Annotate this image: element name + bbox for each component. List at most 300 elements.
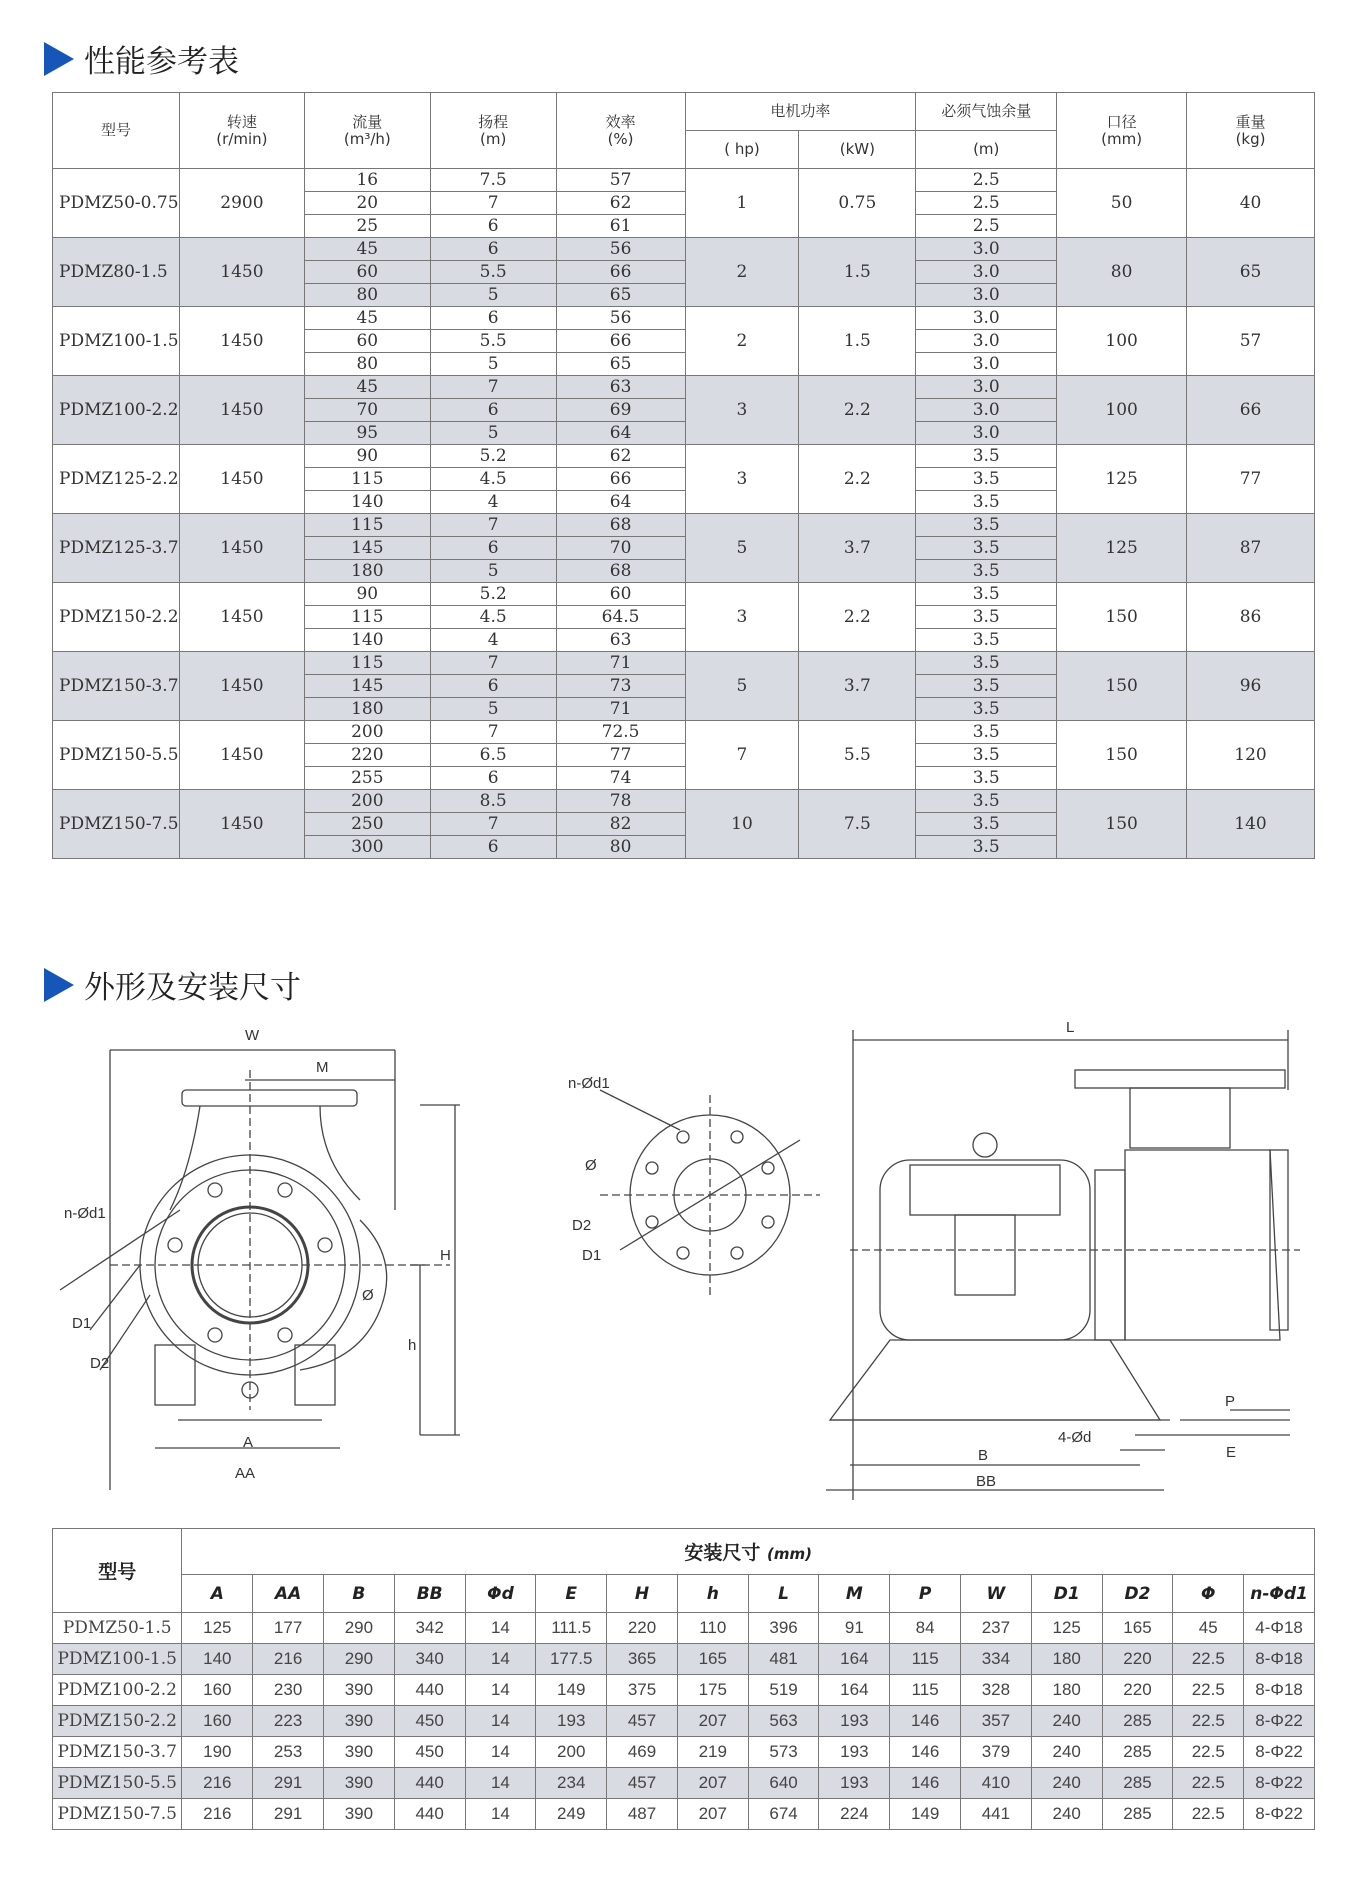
efficiency-cell: 62 <box>556 445 685 468</box>
flow-cell: 115 <box>304 468 430 491</box>
hp-cell: 3 <box>685 445 799 514</box>
dimension-cell: 14 <box>465 1644 536 1675</box>
table-row <box>53 583 1315 606</box>
header-caliber: 口径 (mm) <box>1057 93 1187 169</box>
head-cell: 6 <box>430 767 556 790</box>
label-h: h <box>408 1337 417 1354</box>
npsh-cell: 3.0 <box>916 353 1057 376</box>
pump-front-view <box>60 1050 460 1490</box>
weight-cell: 77 <box>1187 445 1315 514</box>
dimension-cell: 8-Φ22 <box>1244 1706 1315 1737</box>
npsh-cell: 3.5 <box>916 445 1057 468</box>
label-BB: BB <box>976 1473 997 1490</box>
dimension-cell: 207 <box>677 1706 748 1737</box>
dimension-cell: 390 <box>323 1706 394 1737</box>
dimension-cell: 165 <box>1102 1613 1173 1644</box>
head-cell: 6 <box>430 399 556 422</box>
dimension-cell: 230 <box>253 1675 324 1706</box>
caliber-cell: 125 <box>1057 445 1187 514</box>
head-cell: 7 <box>430 813 556 836</box>
header-weight: 重量 (kg) <box>1187 93 1315 169</box>
flow-cell: 145 <box>304 675 430 698</box>
installation-drawing <box>0 1010 1371 1510</box>
dimension-cell: 487 <box>607 1799 678 1830</box>
dimension-cell: 563 <box>748 1706 819 1737</box>
head-cell: 5 <box>430 560 556 583</box>
model-cell: PDMZ150-2.2 <box>53 1706 182 1737</box>
dimension-cell: 396 <box>748 1613 819 1644</box>
hp-cell: 2 <box>685 238 799 307</box>
dimension-cell: 216 <box>182 1799 253 1830</box>
kw-cell: 1.5 <box>799 238 916 307</box>
npsh-cell: 3.0 <box>916 307 1057 330</box>
dimension-cell: 22.5 <box>1173 1799 1244 1830</box>
speed-cell: 1450 <box>179 790 304 859</box>
efficiency-cell: 66 <box>556 330 685 353</box>
flow-cell: 45 <box>304 376 430 399</box>
flow-cell: 115 <box>304 652 430 675</box>
header-npsh-unit: (m) <box>916 131 1057 169</box>
dimensions-section-title <box>44 962 301 1007</box>
speed-cell: 1450 <box>179 238 304 307</box>
flow-cell: 80 <box>304 353 430 376</box>
install-column-header: P <box>890 1575 961 1613</box>
flow-cell: 255 <box>304 767 430 790</box>
head-cell: 5.2 <box>430 445 556 468</box>
dimension-cell: 285 <box>1102 1768 1173 1799</box>
npsh-cell: 3.5 <box>916 675 1057 698</box>
dimension-cell: 223 <box>253 1706 324 1737</box>
efficiency-cell: 64 <box>556 491 685 514</box>
dimension-cell: 240 <box>1031 1799 1102 1830</box>
flow-cell: 25 <box>304 215 430 238</box>
table-row <box>53 1644 1315 1675</box>
dimension-cell: 193 <box>536 1706 607 1737</box>
speed-cell: 1450 <box>179 376 304 445</box>
speed-cell: 1450 <box>179 721 304 790</box>
dimension-cell: 207 <box>677 1799 748 1830</box>
dimension-cell: 207 <box>677 1768 748 1799</box>
weight-cell: 57 <box>1187 307 1315 376</box>
dimension-cell: 519 <box>748 1675 819 1706</box>
hp-cell: 2 <box>685 307 799 376</box>
caliber-cell: 150 <box>1057 583 1187 652</box>
flow-cell: 20 <box>304 192 430 215</box>
dimension-cell: 390 <box>323 1799 394 1830</box>
dimension-cell: 193 <box>819 1768 890 1799</box>
dimension-cell: 91 <box>819 1613 890 1644</box>
dimension-cell: 220 <box>1102 1644 1173 1675</box>
header-model: 型号 <box>53 93 180 169</box>
kw-cell: 0.75 <box>799 169 916 238</box>
header-speed: 转速 (r/min) <box>179 93 304 169</box>
weight-cell: 65 <box>1187 238 1315 307</box>
install-header-group: 安装尺寸 (mm) <box>182 1529 1315 1575</box>
efficiency-cell: 63 <box>556 629 685 652</box>
efficiency-cell: 65 <box>556 353 685 376</box>
table-row <box>53 1613 1315 1644</box>
npsh-cell: 3.5 <box>916 813 1057 836</box>
npsh-cell: 3.5 <box>916 744 1057 767</box>
dimension-cell: 146 <box>890 1706 961 1737</box>
flow-cell: 200 <box>304 790 430 813</box>
model-cell: PDMZ50-1.5 <box>53 1613 182 1644</box>
efficiency-cell: 73 <box>556 675 685 698</box>
dimension-cell: 165 <box>677 1644 748 1675</box>
head-cell: 6 <box>430 215 556 238</box>
dimension-cell: 457 <box>607 1768 678 1799</box>
dimension-cell: 146 <box>890 1737 961 1768</box>
efficiency-cell: 82 <box>556 813 685 836</box>
weight-cell: 86 <box>1187 583 1315 652</box>
model-cell: PDMZ150-5.5 <box>53 1768 182 1799</box>
dimension-cell: 45 <box>1173 1613 1244 1644</box>
efficiency-cell: 60 <box>556 583 685 606</box>
flow-cell: 80 <box>304 284 430 307</box>
dimensions-title-text: 外形及安装尺寸 <box>84 970 301 1006</box>
label-phi-front: Ø <box>362 1287 374 1304</box>
dimension-cell: 285 <box>1102 1737 1173 1768</box>
head-cell: 7 <box>430 652 556 675</box>
dimension-cell: 164 <box>819 1644 890 1675</box>
weight-cell: 66 <box>1187 376 1315 445</box>
dimension-cell: 160 <box>182 1675 253 1706</box>
dimension-cell: 291 <box>253 1768 324 1799</box>
flow-cell: 180 <box>304 698 430 721</box>
install-column-header: BB <box>394 1575 465 1613</box>
model-cell: PDMZ150-5.5 <box>53 721 180 790</box>
dimension-cell: 125 <box>182 1613 253 1644</box>
dimension-cell: 375 <box>607 1675 678 1706</box>
dimension-cell: 149 <box>536 1675 607 1706</box>
dimension-cell: 440 <box>394 1675 465 1706</box>
install-column-header: E <box>536 1575 607 1613</box>
install-header-model: 型号 <box>53 1529 182 1613</box>
dimension-cell: 180 <box>1031 1644 1102 1675</box>
dimension-cell: 441 <box>961 1799 1032 1830</box>
head-cell: 6 <box>430 238 556 261</box>
model-cell: PDMZ150-2.2 <box>53 583 180 652</box>
head-cell: 6 <box>430 675 556 698</box>
dimension-cell: 237 <box>961 1613 1032 1644</box>
model-cell: PDMZ50-0.75 <box>53 169 180 238</box>
dimension-cell: 410 <box>961 1768 1032 1799</box>
caliber-cell: 50 <box>1057 169 1187 238</box>
npsh-cell: 3.5 <box>916 652 1057 675</box>
dimension-cell: 440 <box>394 1768 465 1799</box>
flow-cell: 115 <box>304 606 430 629</box>
hp-cell: 5 <box>685 652 799 721</box>
model-cell: PDMZ150-3.7 <box>53 1737 182 1768</box>
npsh-cell: 3.0 <box>916 376 1057 399</box>
head-cell: 4.5 <box>430 606 556 629</box>
head-cell: 5.2 <box>430 583 556 606</box>
dimension-cell: 22.5 <box>1173 1644 1244 1675</box>
dimension-cell: 4-Φ18 <box>1244 1613 1315 1644</box>
hp-cell: 5 <box>685 514 799 583</box>
efficiency-cell: 63 <box>556 376 685 399</box>
label-H: H <box>440 1247 451 1264</box>
label-M: M <box>316 1059 329 1076</box>
dimension-cell: 200 <box>536 1737 607 1768</box>
caliber-cell: 150 <box>1057 721 1187 790</box>
triangle-marker-icon <box>44 968 74 1002</box>
efficiency-cell: 69 <box>556 399 685 422</box>
label-P: P <box>1225 1393 1236 1410</box>
weight-cell: 87 <box>1187 514 1315 583</box>
table-row <box>53 652 1315 675</box>
flow-cell: 90 <box>304 583 430 606</box>
table-row <box>53 238 1315 261</box>
npsh-cell: 3.0 <box>916 422 1057 445</box>
header-motor-power: 电机功率 <box>685 93 916 131</box>
model-cell: PDMZ150-7.5 <box>53 1799 182 1830</box>
dimension-cell: 379 <box>961 1737 1032 1768</box>
caliber-cell: 80 <box>1057 238 1187 307</box>
kw-cell: 2.2 <box>799 583 916 652</box>
model-cell: PDMZ100-2.2 <box>53 1675 182 1706</box>
label-A: A <box>243 1434 254 1451</box>
dimension-cell: 340 <box>394 1644 465 1675</box>
install-column-header: M <box>819 1575 890 1613</box>
npsh-cell: 2.5 <box>916 192 1057 215</box>
kw-cell: 7.5 <box>799 790 916 859</box>
dimension-cell: 125 <box>1031 1613 1102 1644</box>
model-cell: PDMZ80-1.5 <box>53 238 180 307</box>
install-column-header: A <box>182 1575 253 1613</box>
label-E: E <box>1226 1444 1237 1461</box>
dimension-cell: 450 <box>394 1706 465 1737</box>
dimension-cell: 240 <box>1031 1768 1102 1799</box>
install-column-header: H <box>607 1575 678 1613</box>
weight-cell: 96 <box>1187 652 1315 721</box>
label-n-d1-flange: n-Ød1 <box>568 1075 610 1092</box>
npsh-cell: 3.0 <box>916 238 1057 261</box>
npsh-cell: 3.5 <box>916 468 1057 491</box>
dimension-cell: 115 <box>890 1644 961 1675</box>
head-cell: 8.5 <box>430 790 556 813</box>
dimension-cell: 8-Φ22 <box>1244 1737 1315 1768</box>
dimension-cell: 22.5 <box>1173 1675 1244 1706</box>
dimension-cell: 365 <box>607 1644 678 1675</box>
dimension-cell: 290 <box>323 1613 394 1644</box>
dimension-cell: 14 <box>465 1706 536 1737</box>
table-row <box>53 1768 1315 1799</box>
table-row <box>53 514 1315 537</box>
efficiency-cell: 68 <box>556 514 685 537</box>
head-cell: 6.5 <box>430 744 556 767</box>
hp-cell: 1 <box>685 169 799 238</box>
model-cell: PDMZ150-7.5 <box>53 790 180 859</box>
dimension-cell: 115 <box>890 1675 961 1706</box>
table-row <box>53 445 1315 468</box>
head-cell: 7 <box>430 721 556 744</box>
model-cell: PDMZ100-2.2 <box>53 376 180 445</box>
dimension-cell: 8-Φ22 <box>1244 1768 1315 1799</box>
label-D1-flange: D1 <box>582 1247 602 1264</box>
kw-cell: 2.2 <box>799 445 916 514</box>
dimension-cell: 193 <box>819 1737 890 1768</box>
weight-cell: 120 <box>1187 721 1315 790</box>
head-cell: 5.5 <box>430 330 556 353</box>
npsh-cell: 3.5 <box>916 698 1057 721</box>
kw-cell: 5.5 <box>799 721 916 790</box>
dimension-cell: 14 <box>465 1737 536 1768</box>
label-D2-front: D2 <box>90 1355 110 1372</box>
npsh-cell: 3.5 <box>916 629 1057 652</box>
table-row <box>53 169 1315 192</box>
table-row <box>53 1675 1315 1706</box>
dimension-cell: 164 <box>819 1675 890 1706</box>
dimension-cell: 285 <box>1102 1799 1173 1830</box>
head-cell: 6 <box>430 537 556 560</box>
efficiency-cell: 64 <box>556 422 685 445</box>
dimension-cell: 22.5 <box>1173 1706 1244 1737</box>
efficiency-cell: 61 <box>556 215 685 238</box>
npsh-cell: 2.5 <box>916 169 1057 192</box>
caliber-cell: 100 <box>1057 376 1187 445</box>
header-efficiency: 效率 (%) <box>556 93 685 169</box>
performance-title-text: 性能参考表 <box>84 44 239 80</box>
efficiency-cell: 71 <box>556 698 685 721</box>
dimension-cell: 440 <box>394 1799 465 1830</box>
flow-cell: 45 <box>304 238 430 261</box>
efficiency-cell: 65 <box>556 284 685 307</box>
head-cell: 6 <box>430 836 556 859</box>
npsh-cell: 3.0 <box>916 261 1057 284</box>
install-column-header: h <box>677 1575 748 1613</box>
dimension-cell: 640 <box>748 1768 819 1799</box>
efficiency-cell: 80 <box>556 836 685 859</box>
dimension-cell: 249 <box>536 1799 607 1830</box>
table-row <box>53 1799 1315 1830</box>
npsh-cell: 3.0 <box>916 284 1057 307</box>
install-column-headers <box>53 1575 1315 1613</box>
head-cell: 6 <box>430 307 556 330</box>
install-column-header: D2 <box>1102 1575 1173 1613</box>
weight-cell: 140 <box>1187 790 1315 859</box>
label-L: L <box>1066 1019 1075 1036</box>
flow-cell: 200 <box>304 721 430 744</box>
table-row <box>53 307 1315 330</box>
head-cell: 5 <box>430 284 556 307</box>
label-B: B <box>978 1447 989 1464</box>
head-cell: 7.5 <box>430 169 556 192</box>
caliber-cell: 125 <box>1057 514 1187 583</box>
dimension-cell: 14 <box>465 1675 536 1706</box>
flow-cell: 60 <box>304 330 430 353</box>
dimension-cell: 240 <box>1031 1706 1102 1737</box>
head-cell: 5.5 <box>430 261 556 284</box>
weight-cell: 40 <box>1187 169 1315 238</box>
dimension-cell: 390 <box>323 1768 394 1799</box>
caliber-cell: 150 <box>1057 652 1187 721</box>
flow-cell: 115 <box>304 514 430 537</box>
dimension-cell: 14 <box>465 1613 536 1644</box>
npsh-cell: 3.5 <box>916 836 1057 859</box>
efficiency-cell: 56 <box>556 238 685 261</box>
dimension-cell: 190 <box>182 1737 253 1768</box>
dimension-cell: 149 <box>890 1799 961 1830</box>
npsh-cell: 3.5 <box>916 583 1057 606</box>
table-row <box>53 1706 1315 1737</box>
hp-cell: 3 <box>685 376 799 445</box>
kw-cell: 3.7 <box>799 514 916 583</box>
npsh-cell: 2.5 <box>916 215 1057 238</box>
hp-cell: 3 <box>685 583 799 652</box>
dimension-cell: 573 <box>748 1737 819 1768</box>
dimension-cell: 180 <box>1031 1675 1102 1706</box>
flow-cell: 60 <box>304 261 430 284</box>
npsh-cell: 3.5 <box>916 790 1057 813</box>
model-cell: PDMZ100-1.5 <box>53 1644 182 1675</box>
speed-cell: 1450 <box>179 514 304 583</box>
header-npsh: 必须气蚀余量 <box>916 93 1057 131</box>
dimension-cell: 457 <box>607 1706 678 1737</box>
dimension-cell: 674 <box>748 1799 819 1830</box>
dimension-cell: 290 <box>323 1644 394 1675</box>
dimension-cell: 357 <box>961 1706 1032 1737</box>
install-column-header: D1 <box>1031 1575 1102 1613</box>
dimension-cell: 450 <box>394 1737 465 1768</box>
label-D2-flange: D2 <box>572 1217 592 1234</box>
dimension-cell: 291 <box>253 1799 324 1830</box>
install-column-header: Φd <box>465 1575 536 1613</box>
install-column-header: B <box>323 1575 394 1613</box>
flow-cell: 145 <box>304 537 430 560</box>
installation-table-body <box>53 1613 1315 1830</box>
dimension-cell: 22.5 <box>1173 1768 1244 1799</box>
table-row <box>53 721 1315 744</box>
dimension-cell: 216 <box>182 1768 253 1799</box>
dimension-cell: 146 <box>890 1768 961 1799</box>
dimension-cell: 8-Φ18 <box>1244 1675 1315 1706</box>
efficiency-cell: 66 <box>556 261 685 284</box>
hp-cell: 10 <box>685 790 799 859</box>
npsh-cell: 3.0 <box>916 330 1057 353</box>
install-column-header: n-Φd1 <box>1244 1575 1315 1613</box>
dimension-cell: 234 <box>536 1768 607 1799</box>
npsh-cell: 3.5 <box>916 560 1057 583</box>
dimension-cell: 8-Φ22 <box>1244 1799 1315 1830</box>
dimension-cell: 390 <box>323 1675 394 1706</box>
speed-cell: 1450 <box>179 583 304 652</box>
model-cell: PDMZ150-3.7 <box>53 652 180 721</box>
efficiency-cell: 72.5 <box>556 721 685 744</box>
head-cell: 5 <box>430 698 556 721</box>
flow-cell: 95 <box>304 422 430 445</box>
speed-cell: 2900 <box>179 169 304 238</box>
flow-cell: 70 <box>304 399 430 422</box>
table-row <box>53 1737 1315 1768</box>
head-cell: 7 <box>430 376 556 399</box>
label-AA: AA <box>235 1465 256 1482</box>
npsh-cell: 3.5 <box>916 491 1057 514</box>
flange-detail <box>600 1090 820 1295</box>
dimension-cell: 481 <box>748 1644 819 1675</box>
speed-cell: 1450 <box>179 307 304 376</box>
flow-cell: 180 <box>304 560 430 583</box>
dimension-cell: 334 <box>961 1644 1032 1675</box>
dimension-cell: 84 <box>890 1613 961 1644</box>
dimension-cell: 220 <box>607 1613 678 1644</box>
performance-table-body <box>53 169 1315 859</box>
model-cell: PDMZ125-2.2 <box>53 445 180 514</box>
npsh-cell: 3.5 <box>916 721 1057 744</box>
flow-cell: 90 <box>304 445 430 468</box>
npsh-cell: 3.5 <box>916 767 1057 790</box>
efficiency-cell: 56 <box>556 307 685 330</box>
